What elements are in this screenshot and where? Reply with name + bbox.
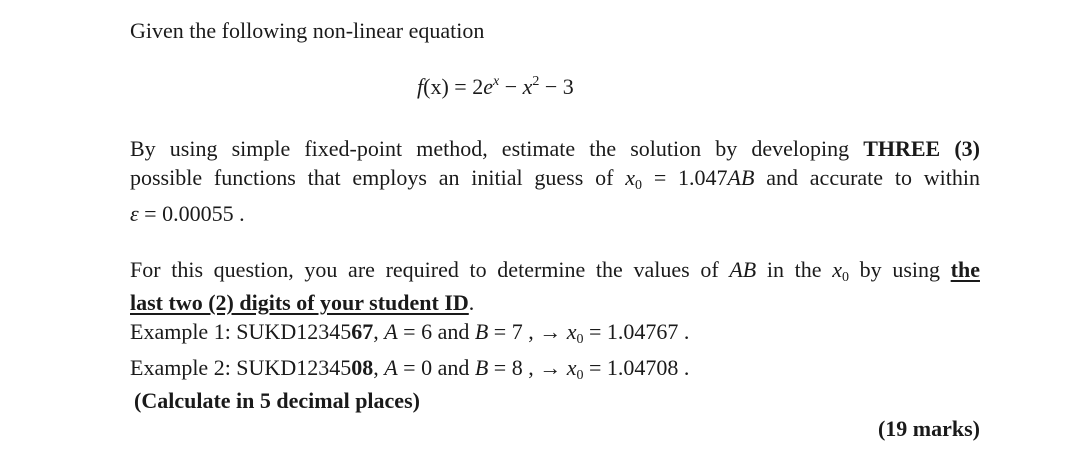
para1-line2: possible functions that employs an initial guess of $x_0 = 1.047AB$ and accurate to within <box>130 165 980 193</box>
para1-line1: By using simple fixed-point method, estimate the solution by developing THREE (3) <box>130 136 980 161</box>
para2-line1: For this question, you are required to determine the values of AB in the $x_0$ by using the <box>130 257 980 285</box>
marks-label: (19 marks) <box>877 416 980 441</box>
intro-text: Given the following non-linear equation <box>130 18 485 43</box>
epsilon-line: ε = 0.00055 . <box>130 201 245 226</box>
para2-line2: last two (2) digits of your student ID. <box>130 290 475 315</box>
underlined-instruction: last two (2) digits of your student ID <box>130 290 469 315</box>
example-1: Example 1: SUKD1234567, A = 6 and B = 7 , → $x_0 = 1.04767$ . <box>130 319 690 347</box>
example-2: Example 2: SUKD1234508, A = 0 and B = 8 , → $x_0 = 1.04708$ . <box>130 355 690 383</box>
three-emphasis: THREE (3) <box>863 136 980 161</box>
calculation-note: (Calculate in 5 decimal places) <box>134 388 420 413</box>
equation: $f(x) = 2e^x - x^2 - 3$ <box>417 74 574 99</box>
